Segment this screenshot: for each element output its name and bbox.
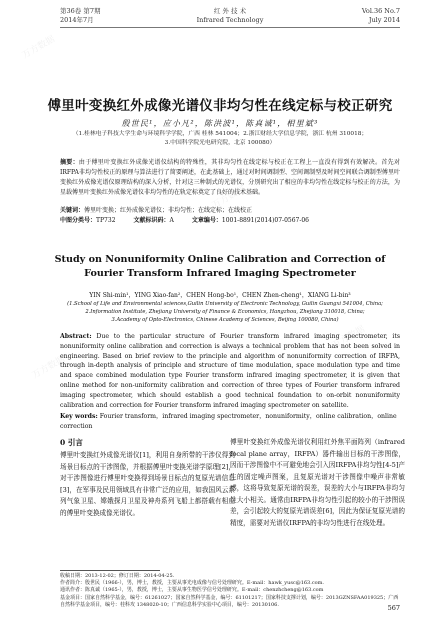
keywords-en-label: Key words: <box>60 413 98 420</box>
header-date: 2014年7月 <box>60 16 94 24</box>
doc-code-label: 文献标识码： <box>133 217 170 224</box>
affiliation-en-line: (1.School of Life and Environmental sciences,Guilin University of Electronic Technology, Guilin Guangxi 541004, China; <box>67 301 383 307</box>
footnote-received: 收稿日期：2013-12-02；修订日期：2014-04-25. <box>60 573 175 579</box>
doc-code-value: A <box>169 217 174 224</box>
keywords-en-text: Fourier transform，infrared imaging spectrometer，nonuniformity，online calibration，online correction <box>60 413 397 430</box>
abstract-english <box>60 332 400 410</box>
header-date-en: July 2014 <box>368 16 400 24</box>
abstract-en-text: Due to the particular structure of Fourier transform infrared imaging spectrometer, its nonuniformity online calibration and correction is always a technical problem that has not been solved in engineering. Based on brief review to the principle and algorithm of nonuniformity correction of IRFPA, through in-depth analysis of principle and structure of time modulation, space modulation type and time and space combined modulation type Fourier transform infrared imaging spectrometer, it is given that online method for non-uniformity calibration and correction of three types of Fourier transform infrared imaging spectrometer, which should establish a good technical foundation to on-orbit nonuniformity calibration and correction for Fourier transform infrared imaging spectrometer on satellite. <box>60 333 400 409</box>
clc-field <box>60 216 116 226</box>
article-no-label: 文章编号： <box>191 217 222 224</box>
keywords-english <box>60 412 400 432</box>
footnote-corresponding: 通讯作者：陈真诚（1965-），男，教授，博士，主要从事生物医学信号处理研究。E-mail：chenzhcheng@163.com <box>60 587 324 594</box>
header-right <box>362 7 400 25</box>
keywords-cn-row <box>60 206 400 216</box>
authors-chinese: 殷世民¹，应小凡²，陈洪波¹，陈真诚¹，相里斌³ <box>121 119 319 128</box>
affiliations-chinese <box>40 130 400 148</box>
header-divider <box>60 27 400 28</box>
article-metadata <box>60 206 400 226</box>
title-english: Study on Nonuniformity Online Calibration and Correction of Fourier Transform Infrared Imaging Spectrometer <box>54 254 386 279</box>
watermark: 万方数据 <box>20 34 57 62</box>
watermark: 万方数据 <box>210 184 247 212</box>
affiliation-cn-line: （1.桂林电子科技大学生命与环境科学学院，广西 桂林 541004；2.浙江财经大学信息学院，浙江 杭州 310018； <box>72 131 368 137</box>
abstract-en-label: Abstract: <box>60 333 92 340</box>
affiliation-en-line: 2.Information Institute, Zhejiang University of Finance & Economics, Hangzhou, Zhejiang 310018, China; <box>85 309 365 315</box>
footnote-author: 作者简介：殷世民（1966-），男，博士，教授，主要从事光电成像与信号处理研究。E-mail：hawk_yusc@163.com. <box>60 580 324 587</box>
keywords-cn-label: 关键词： <box>60 207 85 214</box>
watermark: 万方数据 <box>30 354 67 382</box>
header-journal-cn: 红 外 技 术 <box>213 7 247 15</box>
affiliation-en-line: 3.Academy of Opto-Electronics, Chinese Academy of Sciences, Beijing 100080, China) <box>111 317 339 323</box>
abstract-cn-text: 由于傅里叶变换红外成像光谱仪结构的特殊性，其非均匀性在线定标与校正在工程上一直没有得到有效解决。首先对IRFPA非均匀性校正的原理与算法进行了简要阐述，在此基础上，通过对时间调制型、空间调制型及时间空间联合调制型傅里叶变换红外成像光谱仪原理结构的深入分析，针对这三种制式的光谱仪，分别研究出了相应的非均匀性在线定标与校正的方法，为星载傅里叶变换红外成像光谱仪非均匀性的在轨定标奠定了良好的技术基础。 <box>60 159 400 196</box>
intro-left-column: 傅里叶变换红外成像光谱仪[1]，利用自身所带的干涉仪得到场景目标点的干涉图像，并根据傅里叶变换光谱学原理[2]，对干涉图像进行傅里叶变换得到场景目标点的复原光谱信息[3]，在军事及民用领域具有非常广泛的应用，如我国风云系列气象卫星、嫦娥探月卫星及神舟系列飞船上都搭载有相应的傅里叶变换成像光谱仪。 <box>60 451 235 517</box>
footnote-funding: 基金项目：国家自然科学基金，编号：61261027；国家自然科学基金，编号：61101217；国家科技支撑计划，编号：2013GZNSFAA019325；广西自然科学基金项目，编号：桂科攻 1348020-10；广西信息科学实验中心项目，编号：20130106. <box>60 594 399 608</box>
doc-code-field <box>134 216 174 226</box>
page-number: 567 <box>387 604 400 612</box>
footnote-divider <box>60 570 160 571</box>
watermark: 万方数据 <box>330 324 367 352</box>
article-no-field <box>192 216 309 226</box>
abstract-chinese <box>60 158 400 198</box>
footnotes <box>60 573 400 609</box>
running-header <box>60 7 400 37</box>
clc-label: 中图分类号： <box>60 217 97 224</box>
intro-right-column: 傅里叶变换红外成像光谱仪利用红外焦平面阵列（infrared focal plane array，IRFPA）器件输出目标的干涉图像，因而干涉图像中不可避免地会引入因IRFPA非均匀性[4-5]产生的固定噪声图案，且复原光谱对干涉图像中噪声非常敏感，这将导致复原光谱的误差，误差的大小与IRFPA非均匀性大小相关。通常由IRFPA非均匀性引起的较小的干涉图误差，会引起较大的复原光谱误差[6]，因此为保证复原光谱的精度，需要对光谱仪IRFPA的非均匀性进行在线处理。 <box>230 438 405 527</box>
watermark: 万方数据 <box>260 494 297 522</box>
keywords-cn-text: 傅里叶变换；红外成像光谱仪；非均匀性；在线定标；在线校正 <box>84 207 253 214</box>
header-volume-en: Vol.36 No.7 <box>361 7 400 15</box>
header-center <box>60 7 400 25</box>
clc-value: TP732 <box>96 217 116 224</box>
title-chinese: 傅里叶变换红外成像光谱仪非均匀性在线定标与校正研究 <box>47 98 393 114</box>
section-heading-introduction: 0 引言 <box>60 438 83 447</box>
authors-english: YIN Shi-min¹，YING Xiao-fan²，CHEN Hong-bo¹，CHEN Zhen-cheng¹，XIANG Li-bin³ <box>89 292 351 299</box>
affiliation-cn-line: 3.中国科学院光电研究院，北京 100080） <box>164 140 276 146</box>
abstract-cn-label: 摘要： <box>60 159 79 166</box>
classification-row <box>60 216 400 226</box>
header-volume: 第36卷 第7期 <box>60 7 101 15</box>
affiliations-english <box>50 300 400 324</box>
header-journal-en: Infrared Technology <box>196 16 264 24</box>
article-no-value: 1001-8891(2014)07-0567-06 <box>221 217 310 224</box>
